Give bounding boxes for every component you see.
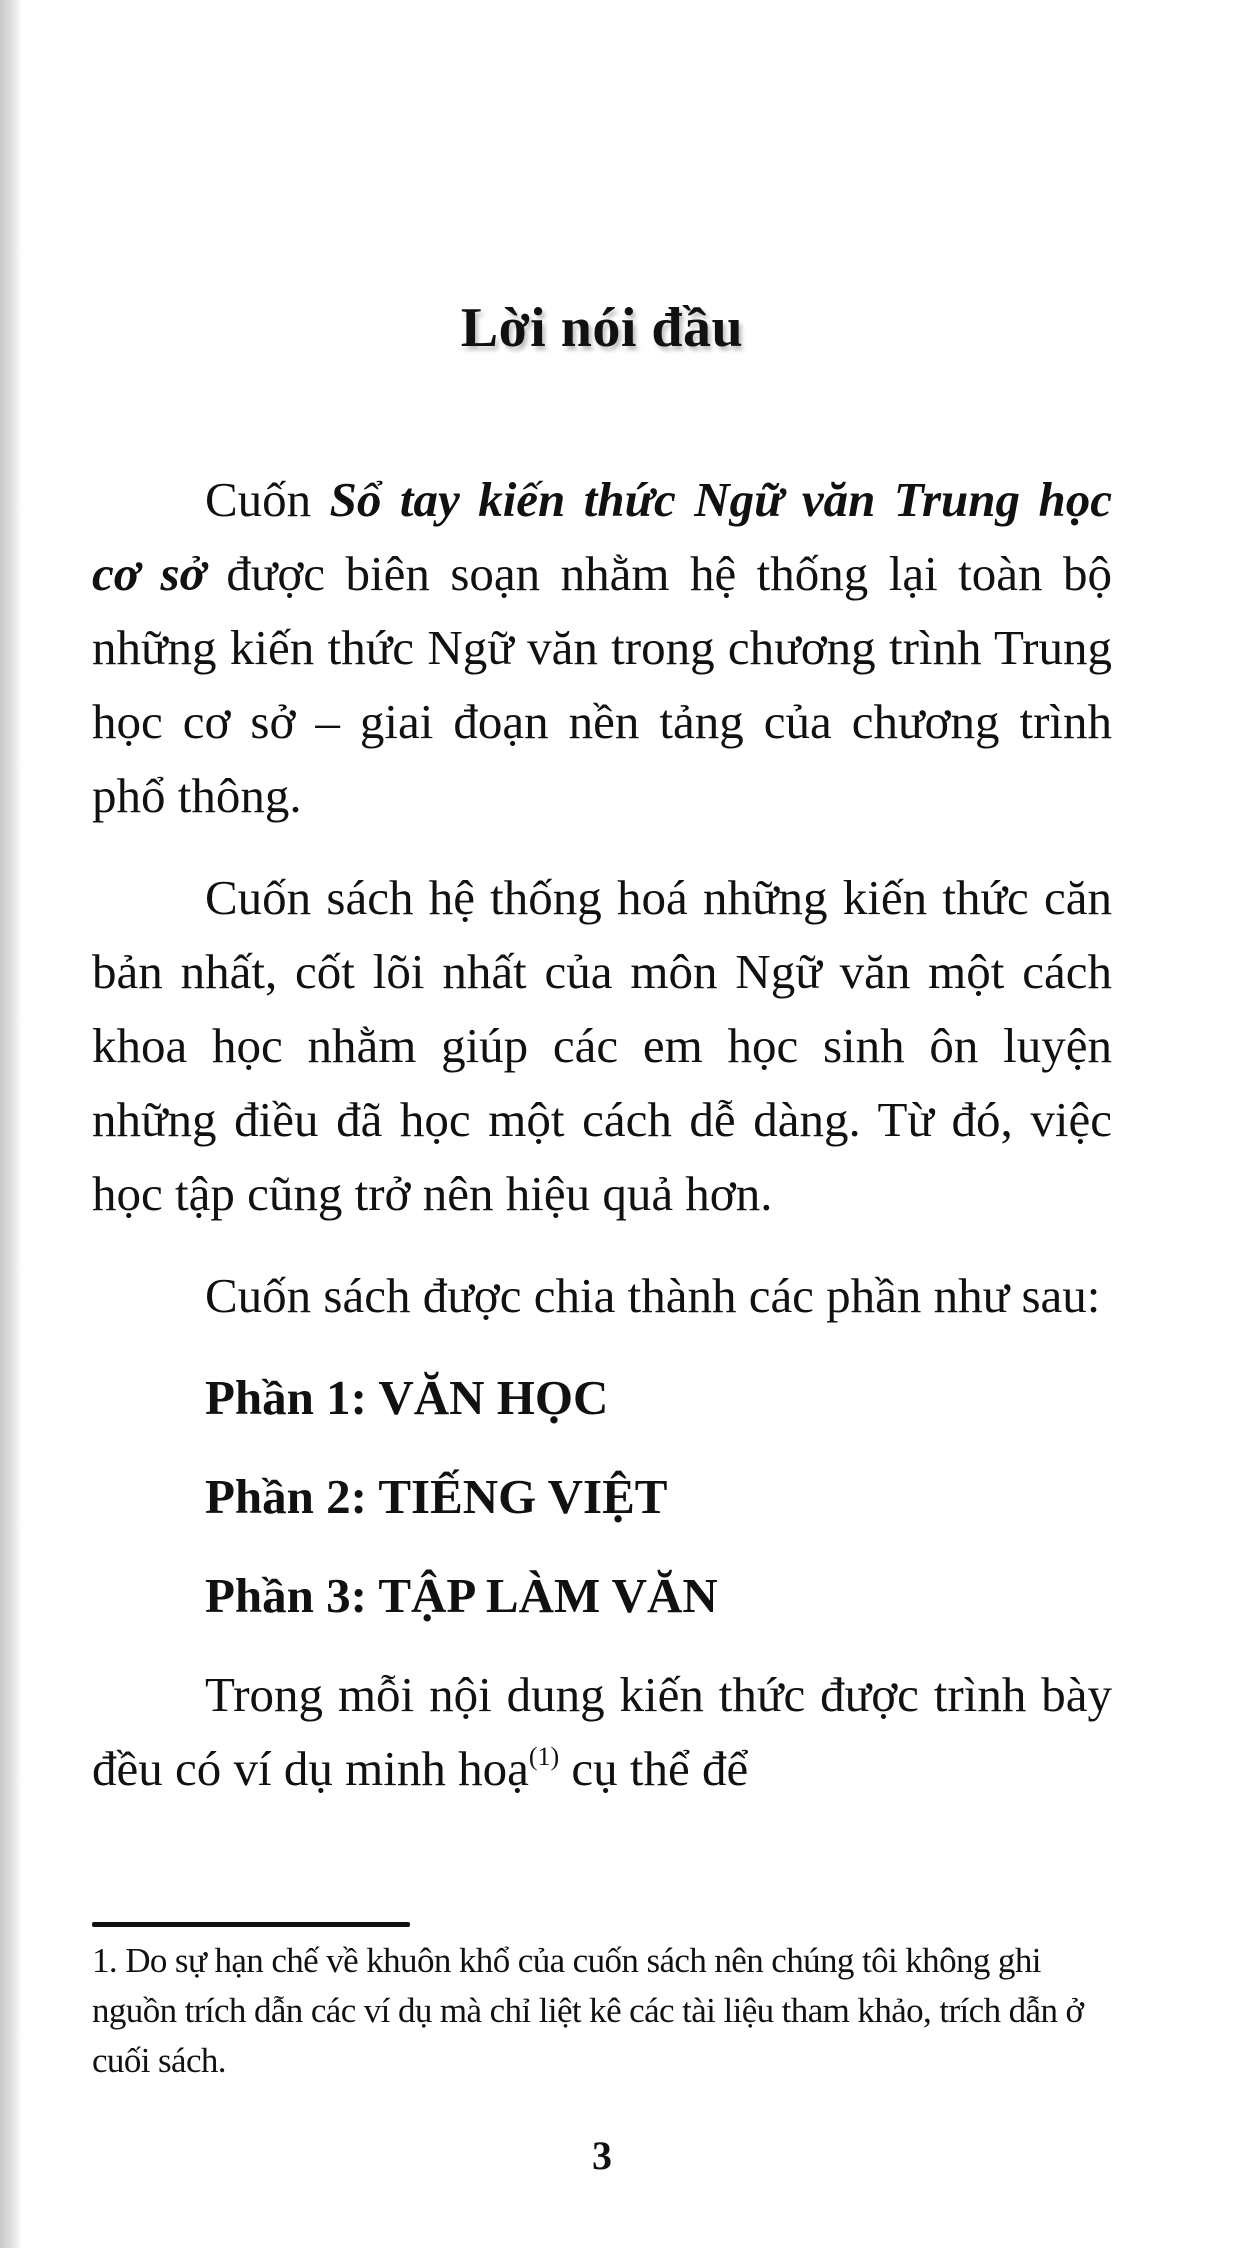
book-page: [92, 0, 1112, 2248]
page-number: 3: [592, 2133, 612, 2178]
footnote: 1. Do sự hạn chế về khuôn khổ của cuốn sách nên chúng tôi không ghi nguồn trích dẫn các ví dụ mà chỉ liệt kê các tài liệu tham khảo, trích dẫn ở cuối sách.: [92, 1941, 1084, 2080]
footnote-reference[interactable]: (1): [528, 1742, 560, 1771]
paragraph-examples-text: Trong mỗi nội dung kiến thức được trình bày đều có ví dụ minh hoạ: [92, 1667, 1112, 1796]
paragraph-intro-lead: Cuốn: [205, 472, 330, 527]
part-3-heading: Phần 3: TẬP LÀM VĂN: [205, 1568, 718, 1623]
part-2-heading: Phần 2: TIẾNG VIỆT: [205, 1469, 668, 1524]
paragraph-intro-rest: được biên soạn nhằm hệ thống lại toàn bộ những kiến thức Ngữ văn trong chương trình Trung học cơ sở – giai đoạn nền tảng của chương trình phổ thông.: [92, 546, 1112, 823]
paragraph-intro: [92, 463, 1112, 833]
paragraph-examples-continued: cụ thể để: [559, 1741, 749, 1796]
part-1-heading: Phần 1: VĂN HỌC: [205, 1370, 609, 1425]
body-text: [92, 463, 1112, 1834]
paragraph-examples: [92, 1658, 1112, 1806]
page-title: Lời nói đầu: [460, 297, 744, 359]
book-title: Sổ tay kiến thức Ngữ văn Trung học cơ sở: [92, 472, 1112, 601]
footnote-divider: [92, 1922, 410, 1927]
page-binding-edge: [0, 0, 22, 2248]
paragraph-structure: Cuốn sách được chia thành các phần như sau:: [205, 1268, 1101, 1323]
paragraph-purpose: Cuốn sách hệ thống hoá những kiến thức căn bản nhất, cốt lõi nhất của môn Ngữ văn một cách khoa học nhằm giúp các em học sinh ôn luyện những điều đã học một cách dễ dàng. Từ đó, việc học tập cũng trở nên hiệu quả hơn.: [92, 870, 1112, 1221]
